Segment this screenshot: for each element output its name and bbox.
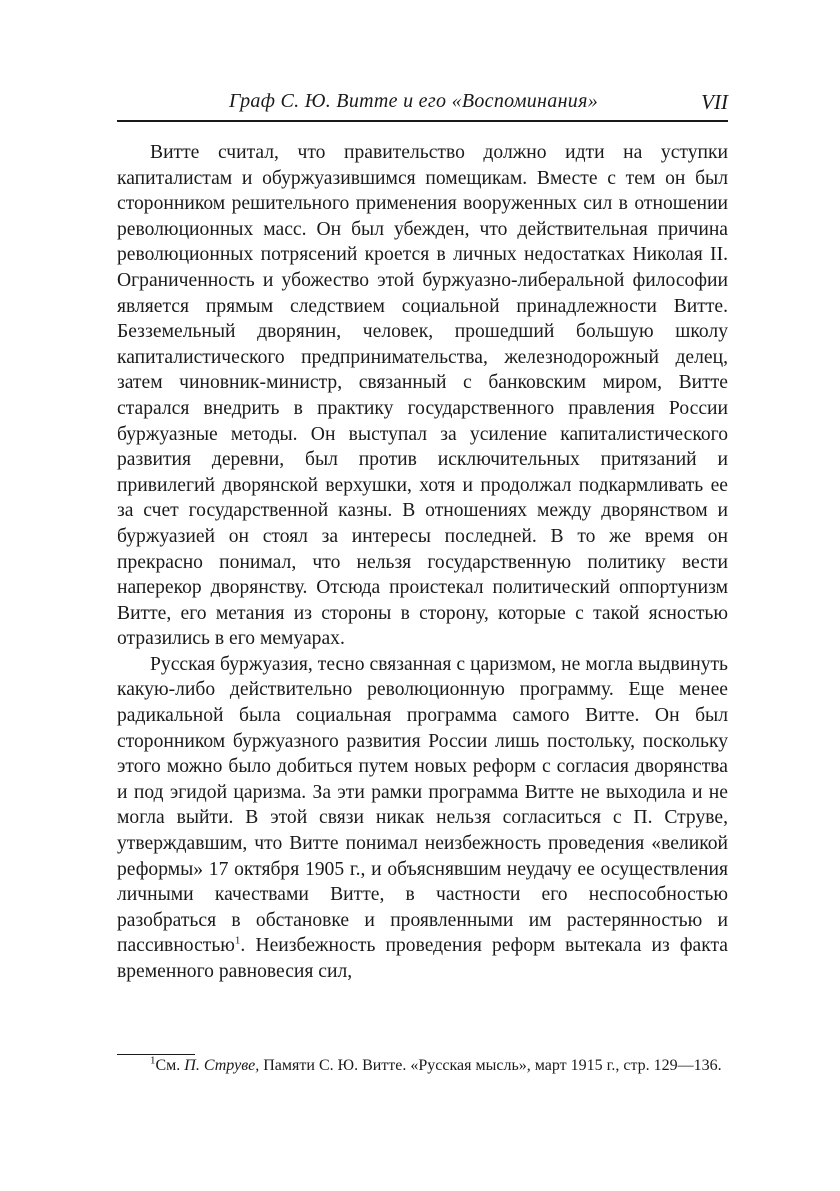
main-text — [117, 140, 728, 985]
header-rule — [117, 120, 728, 122]
footnote-author: П. Струве, — [184, 1057, 260, 1074]
page-number: VII — [701, 90, 728, 114]
page-header — [117, 90, 728, 122]
paragraph-2-text: Русская буржуазия, тесно связанная с царизмом, не могла выдвинуть какую-либо действительно революционную программу. Еще менее радикальной была социальная программа самого Витте. Он был сторонником буржуазного развития России лишь постольку, поскольку этого можно было добиться путем новых реформ с согласия дворянства и под эгидой царизма. За эти рамки программа Витте не выходила и не могла выйти. В этой связи никак нельзя согласиться с П. Струве, утверждавшим, что Витте понимал неизбежность проведения «великой реформы» 17 октября 1905 г., и объяснявшим неудачу ее осуществления личными качествами Витте, в частности его неспособностью разобраться в обстановке и проявленными им растерянностью и пассивностью — [117, 653, 728, 957]
paragraph-2: Русская буржуазия, тесно связанная с царизмом, не могла выдвинуть какую-либо действительно революционную программу. Еще менее радикальной была социальная программа самого Витте. Он был сторонником буржуазного развития России лишь постольку, поскольку этого можно было добиться путем новых реформ с согласия дворянства и под эгидой царизма. За эти рамки программа Витте не выходила и не могла выйти. В этой связи никак нельзя согласиться с П. Струве, утверждавшим, что Витте понимал неизбежность проведения «великой реформы» 17 октября 1905 г., и объяснявшим неудачу ее осуществления личными качествами Витте, в частности его неспособностью разобраться в обстановке и проявленными им растерянностью и пассивностью$^1$. Неизбежность проведения реформ вытекала из факта временного равновесия сил, — [117, 653, 729, 982]
paragraph-2-tail: Неизбежность проведения реформ вытекала из факта временного равновесия сил, — [117, 935, 729, 982]
running-title: Граф С. Ю. Витте и его «Воспоминания» — [229, 90, 598, 112]
footnote — [117, 1055, 728, 1076]
footnote-marker: 1 — [150, 1054, 156, 1067]
footnote-reference: 1 — [234, 934, 241, 947]
footnote-prefix: См. — [155, 1057, 181, 1074]
footnote-citation: Памяти С. Ю. Витте. «Русская мысль», март 1915 г., стр. 129—136. — [263, 1057, 722, 1074]
paragraph-1: Витте считал, что правительство должно идти на уступки капиталистам и обуржуазившимся помещикам. Вместе с тем он был сторонником решительного применения вооруженных сил в отношении революционных масс. Он был убежден, что действительная причина революционных потрясений кроется в личных недостатках Николая II. Ограниченность и убожество этой буржуазно-либеральной философии является прямым следствием социальной принадлежности Витте. Безземельный дворянин, человек, прошедший большую школу капиталистического предпринимательства, железнодорожный делец, затем чиновник-министр, связанный с банковским миром, Витте старался внедрить в практику государственного правления России буржуазные методы. Он выступал за усиление капиталистического развития деревни, был против исключительных притязаний и привилегий дворянской верхушки, хотя и продолжал подкармливать ее за счет государственной казны. В отношениях между дворянством и буржуазией он стоял за интересы последней. В то же время он прекрасно понимал, что нельзя государственную политику вести наперекор дворянству. Отсюда проистекал политический оппортунизм Витте, его метания из стороны в сторону, которые с такой ясностью отразились в его мемуарах. — [117, 142, 728, 650]
